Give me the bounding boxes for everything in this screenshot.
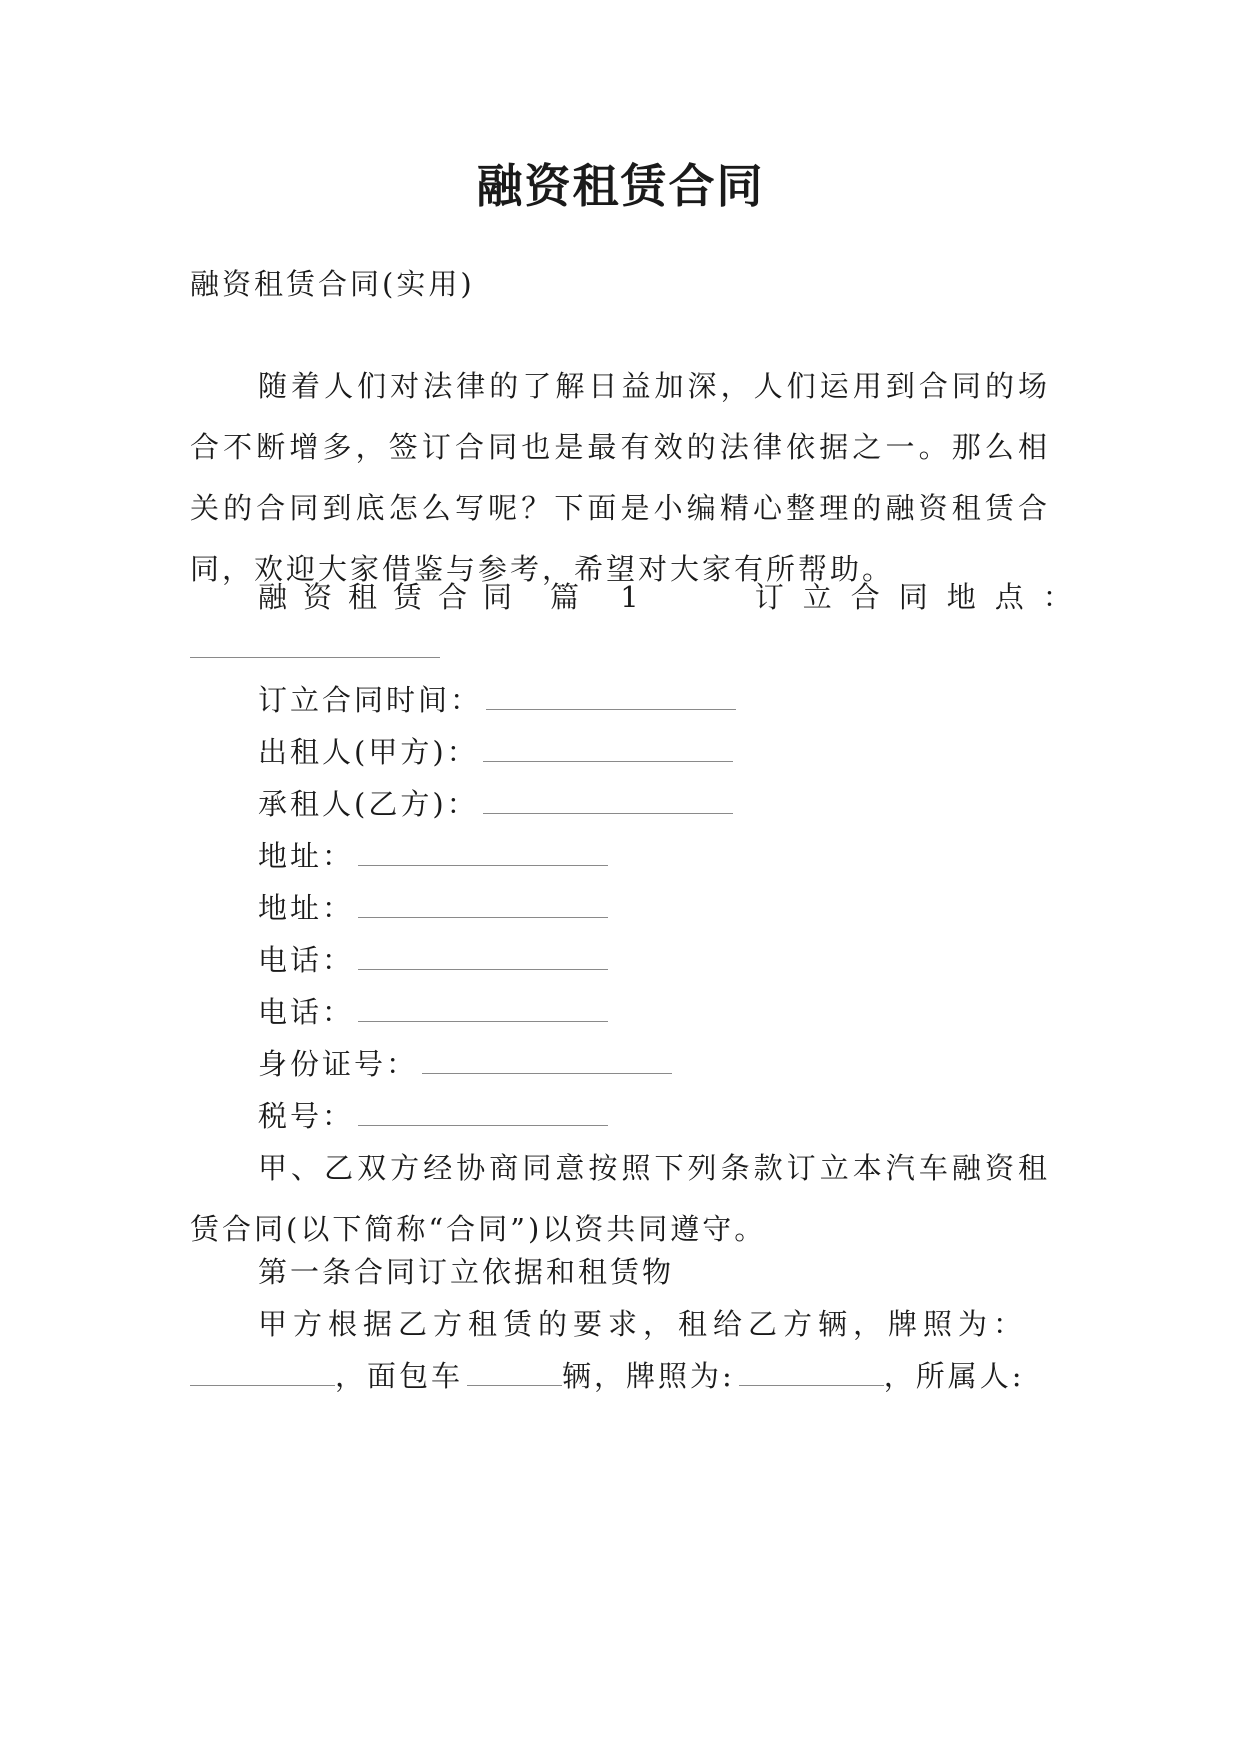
field-sign-date [258,680,736,720]
article-1-heading: 第一条合同订立依据和租赁物 [258,1255,675,1289]
section-heading-line [258,577,1091,617]
field-label: 承租人(乙方)： [258,787,479,821]
article-1-line-2 [190,1356,1025,1396]
field-label: 出租人(甲方)： [258,735,479,769]
field-tax-number [258,1096,608,1136]
field-phone-1 [258,940,608,980]
van-plate-label: 辆，牌照为: [562,1359,735,1393]
field-lessor [258,732,733,772]
field-blank[interactable] [358,993,608,1022]
field-label: 地址： [258,891,355,925]
document-title: 融资租赁合同 [476,159,765,213]
field-address-1 [258,836,608,876]
plate-number-blank[interactable] [190,1357,335,1386]
van-count-blank[interactable] [467,1357,562,1386]
section-heading: 融资租赁合同 [258,580,529,614]
section-number: 篇 1 [550,580,655,614]
field-label: 电话： [258,943,355,977]
field-blank[interactable] [358,889,608,918]
owner-label: ，所属人: [883,1359,1025,1393]
sign-place-label: 订立合同地点： [754,580,1091,614]
field-blank[interactable] [358,1097,608,1126]
field-blank[interactable] [483,785,733,814]
field-label: 身份证号： [258,1047,419,1081]
field-label: 订立合同时间： [258,683,483,717]
field-blank[interactable] [422,1045,672,1074]
article-1-line-1: 甲方根据乙方租赁的要求，租给乙方辆，牌照为： [258,1307,1029,1341]
field-phone-2 [258,992,608,1032]
field-lessee [258,784,733,824]
field-id-number [258,1044,672,1084]
field-label: 税号： [258,1099,355,1133]
field-blank[interactable] [486,681,736,710]
field-blank[interactable] [483,733,733,762]
intro-paragraph: 随着人们对法律的了解日益加深，人们运用到合同的场合不断增多，签订合同也是最有效的法律依据之一。那么相关的合同到底怎么写呢？下面是小编精心整理的融资租赁合同，欢迎大家借鉴与参考，希望对大家有所帮助。 [190,369,1050,586]
van-plate-blank[interactable] [739,1357,884,1386]
van-label: ，面包车 [335,1359,464,1393]
field-label: 地址： [258,839,355,873]
sign-place-blank-line [190,628,440,668]
field-blank[interactable] [358,941,608,970]
agreement-paragraph: 甲、乙双方经协商同意按照下列条款订立本汽车融资租赁合同(以下简称“合同”)以资共同遵守。 [190,1151,1050,1246]
field-blank[interactable] [358,837,608,866]
sign-place-blank[interactable] [190,629,440,658]
field-address-2 [258,888,608,928]
document-subtitle: 融资租赁合同(实用) [190,267,475,301]
field-label: 电话： [258,995,355,1029]
